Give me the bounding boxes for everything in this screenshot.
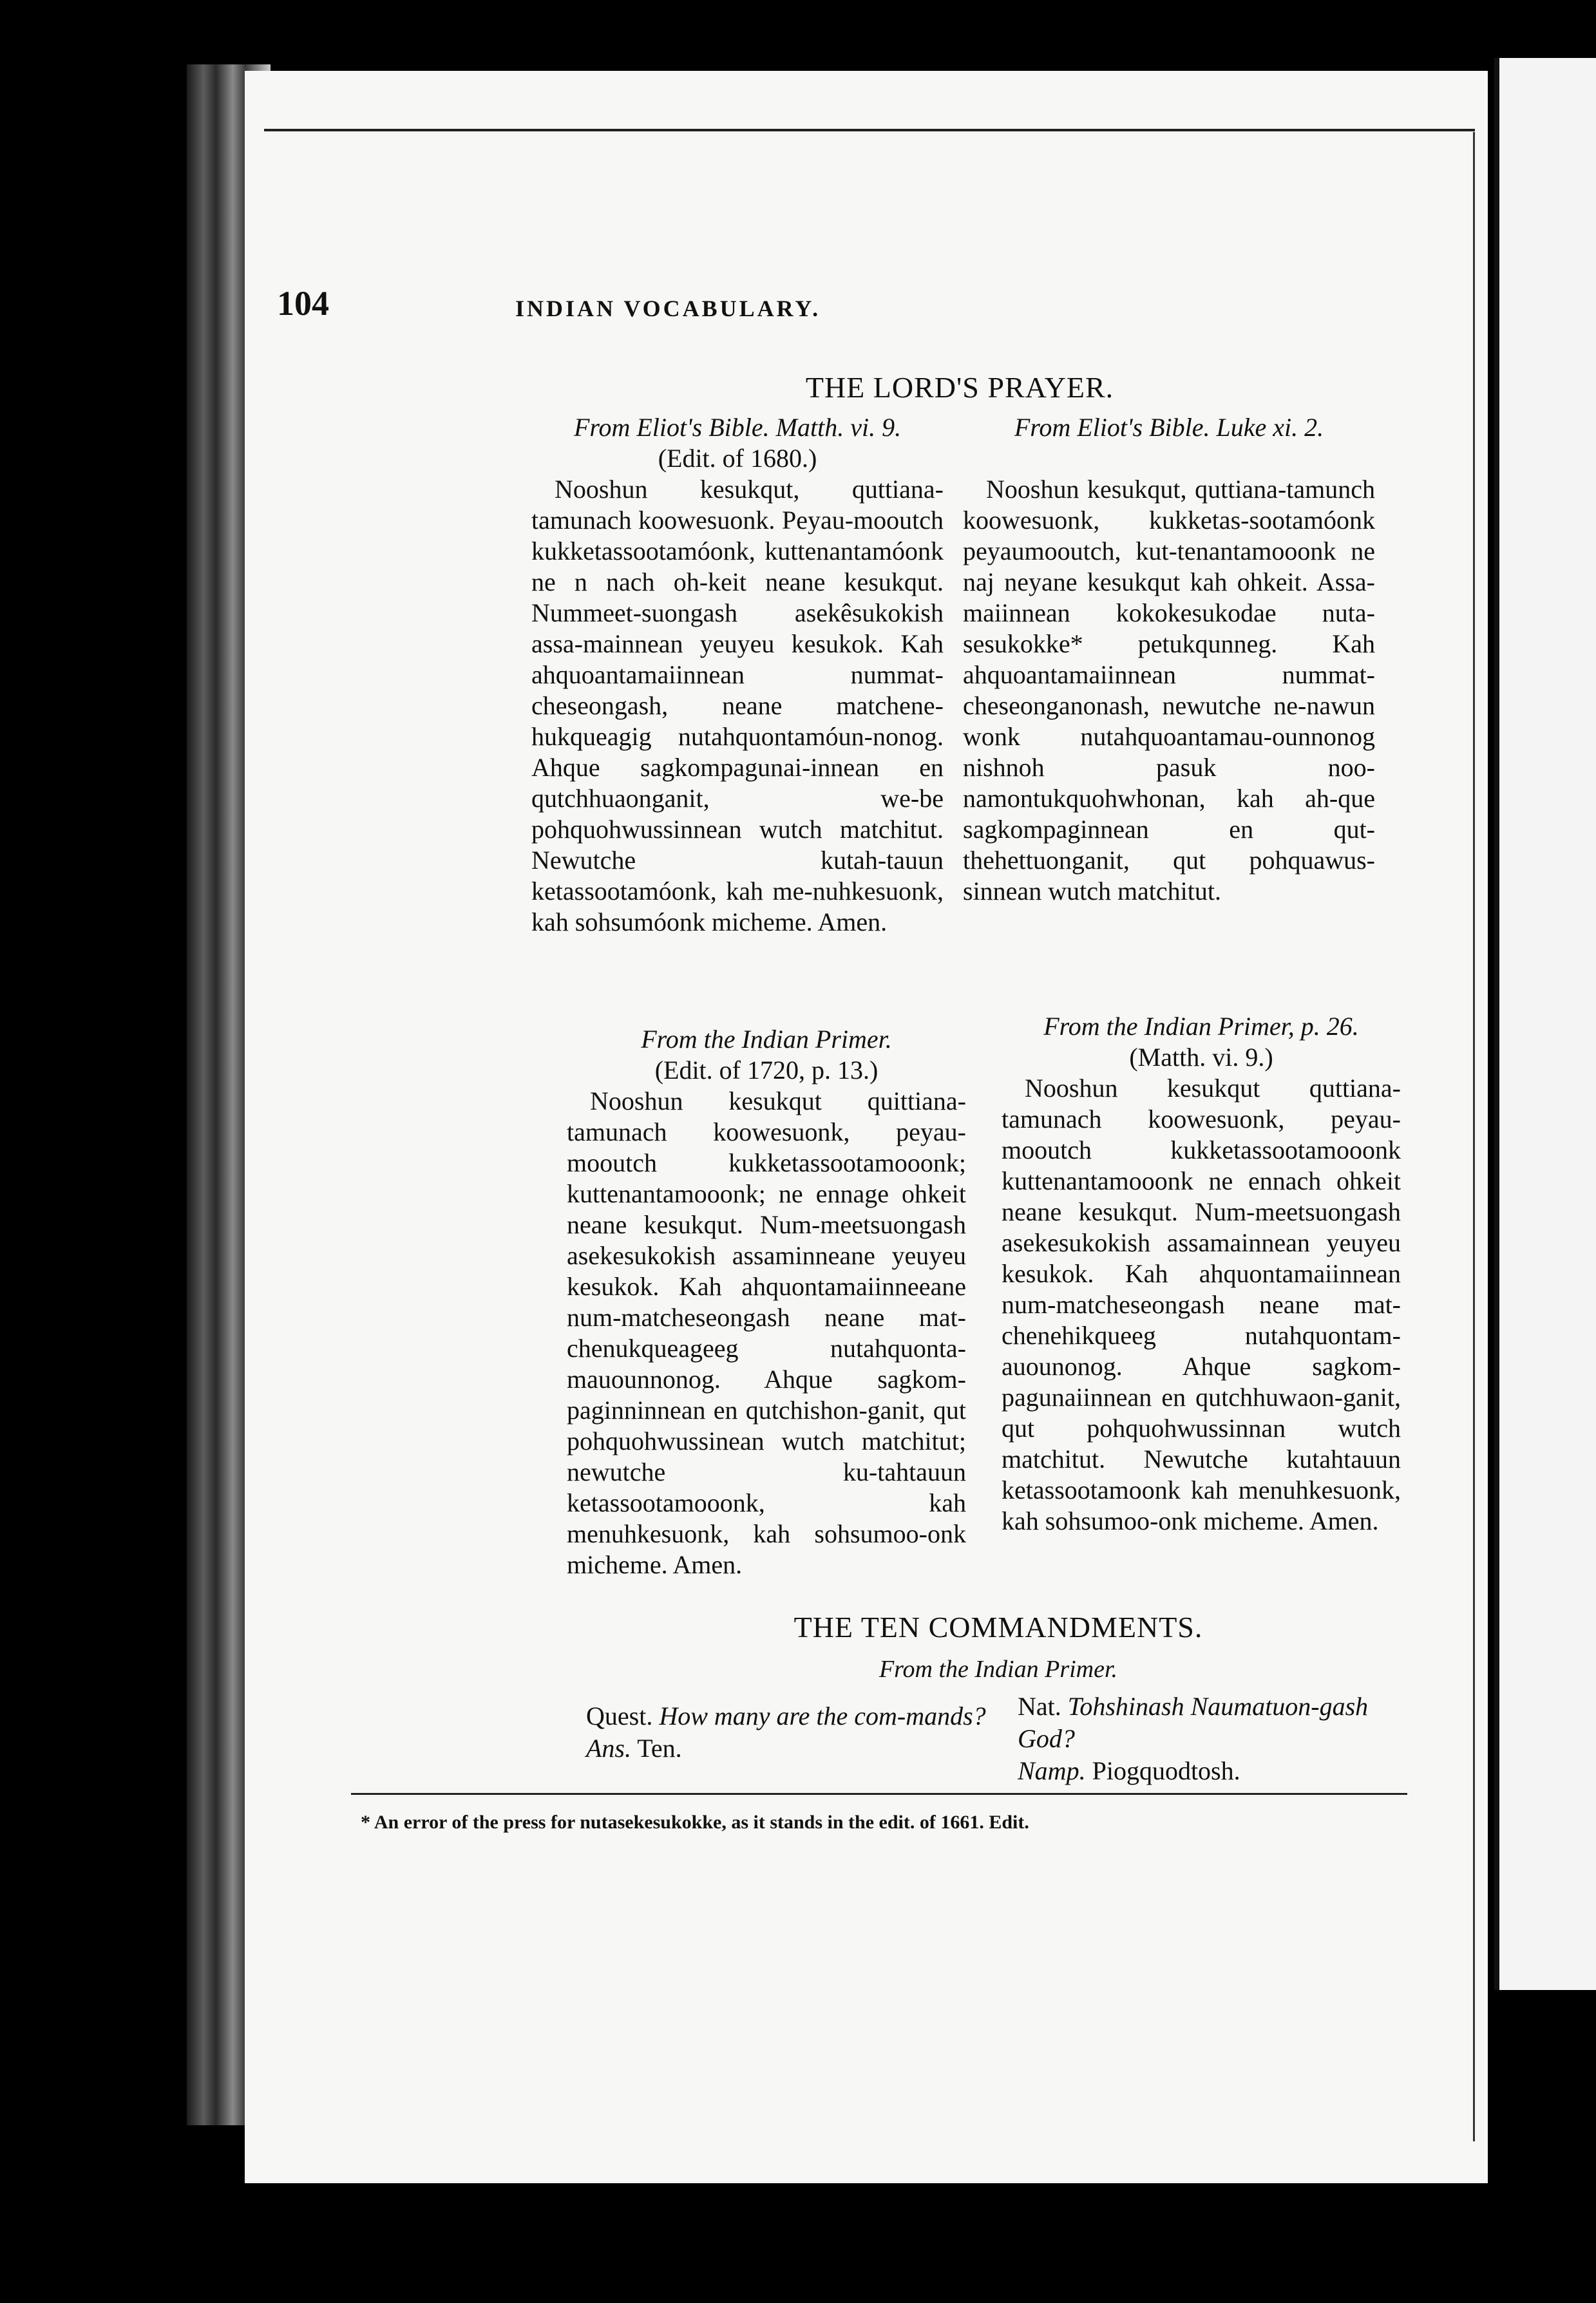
source-line: From Eliot's Bible. Luke xi. 2. [1014, 413, 1324, 442]
quest-text: How many are the com-mands? [659, 1701, 986, 1730]
running-title: INDIAN VOCABULARY. [515, 296, 821, 321]
namp-text: Piogquodtosh. [1092, 1756, 1240, 1785]
top-rule [264, 129, 1475, 131]
namp-label: Namp. [1018, 1756, 1086, 1785]
nat-label: Nat. [1018, 1692, 1061, 1721]
lords-prayer-title: THE LORD'S PRAYER. [805, 371, 1114, 404]
facing-page-edge [1494, 58, 1596, 1990]
prayer-text: Nooshun kesukqut, quttiana-tamunch koowesuonk, kukketas-sootamóonk peyaumooutch, kut-tenantamooonk ne naj neyane kesukqut kah ohkeit. Assa-maiinnean kokokesukodae nuta-sesukokke* petukqunneg. Kah ahquoantamaiinnean nummat-cheseonganonash, newutche ne-nawun wonk nutahquoantamau-ounnonog nishnoh pasuk noo-namontukquohwhonan, kah ah-que sagkompaginnean en qut-thehettuonganit, qut pohquawus-sinnean wutch matchitut. [963, 475, 1375, 905]
footnote-rule [351, 1793, 1407, 1795]
lords-prayer-heading-wrap [528, 370, 1391, 409]
running-head [277, 283, 1243, 335]
question-block [586, 1700, 998, 1765]
prayer-text: Nooshun kesukqut quttiana-tamunach koowesuonk, peyau-mooutch kukketassootamooonk kuttenantamooonk ne ennach ohkeit neane kesukqut. Num-meetsuongash asekesukokish assamainnean yeuyeu kesukok. Kah ahquontamaiinnean num-matcheseongash neane mat-chenehikqueeg nutahquontam-auounonog. Ahque sagkom-pagunaiinnean en qutchhuwaon-ganit, qut pohquohwussinnan wutch matchitut. Newutche kutahtauun ketassootamoonk kah menuhkesuonk, kah sohsumoo-onk micheme. Amen. [1002, 1074, 1401, 1535]
column-right-bottom [1002, 1011, 1401, 1537]
edition-line: (Matth. vi. 9.) [1129, 1043, 1273, 1072]
ans-label: Ans. [586, 1734, 631, 1763]
page-number: 104 [277, 284, 329, 323]
native-question-block [1018, 1691, 1417, 1787]
source-line: From the Indian Primer, p. 26. [1043, 1012, 1359, 1041]
column-left-top [531, 412, 944, 938]
prayer-text: Nooshun kesukqut, quttiana-tamunach koowesuonk. Peyau-mooutch kukketassootamóonk, kuttenantamóonk ne n nach oh-keit neane kesukqut. Nummeet-suongash asekêsukokish assa-mainnean yeuyeu kesukok. Kah ahquoantamaiinnean nummat-cheseongash, neane matchene-hukqueagig nutahquontamóun-nonog. Ahque sagkompagunai-innean en qutchhuaonganit, we-be pohquohwussinnean wutch matchitut. Newutche kutah-tauun ketassootamóonk, kah me-nuhkesuonk, kah sohsumóonk micheme. Amen. [531, 475, 944, 936]
source-line: From Eliot's Bible. Matth. vi. 9. [573, 413, 902, 442]
commandments-source: From the Indian Primer. [879, 1656, 1118, 1683]
prayer-text: Nooshun kesukqut quittiana-tamunach koowesuonk, peyau-mooutch kukketassootamooonk; kuttenantamooonk; ne ennage ohkeit neane kesukqut. Num-meetsuongash asekesukokish assaminneane yeuyeu kesukok. Kah ahquontamaiinneeane num-matcheseongash neane mat-chenukqueageeg nutahquonta-mauounnonog. Ahque sagkom-paginninnean en qutchishon-ganit, qut pohquohwussinean wutch matchitut; newutche ku-tahtauun ketassootamooonk, kah menuhkesuonk, kah sohsumoo-onk micheme. Amen. [567, 1086, 966, 1579]
commandments-title: THE TEN COMMANDMENTS. [793, 1611, 1203, 1644]
nat-text: Tohshinash Naumatuon-gash God? [1018, 1692, 1369, 1753]
column-right-top [963, 412, 1375, 907]
quest-label: Quest. [586, 1701, 653, 1730]
commandments-heading-wrap [580, 1610, 1417, 1649]
source-line: From the Indian Primer. [641, 1025, 892, 1054]
ans-text: Ten. [637, 1734, 682, 1763]
right-rule [1473, 132, 1475, 2141]
edition-line: (Edit. of 1680.) [658, 444, 817, 473]
edition-line: (Edit. of 1720, p. 13.) [654, 1056, 879, 1085]
footnote: * An error of the press for nutasekesukokke, as it stands in the edit. of 1661. Edit. [361, 1812, 1029, 1833]
column-left-bottom [567, 1024, 966, 1580]
